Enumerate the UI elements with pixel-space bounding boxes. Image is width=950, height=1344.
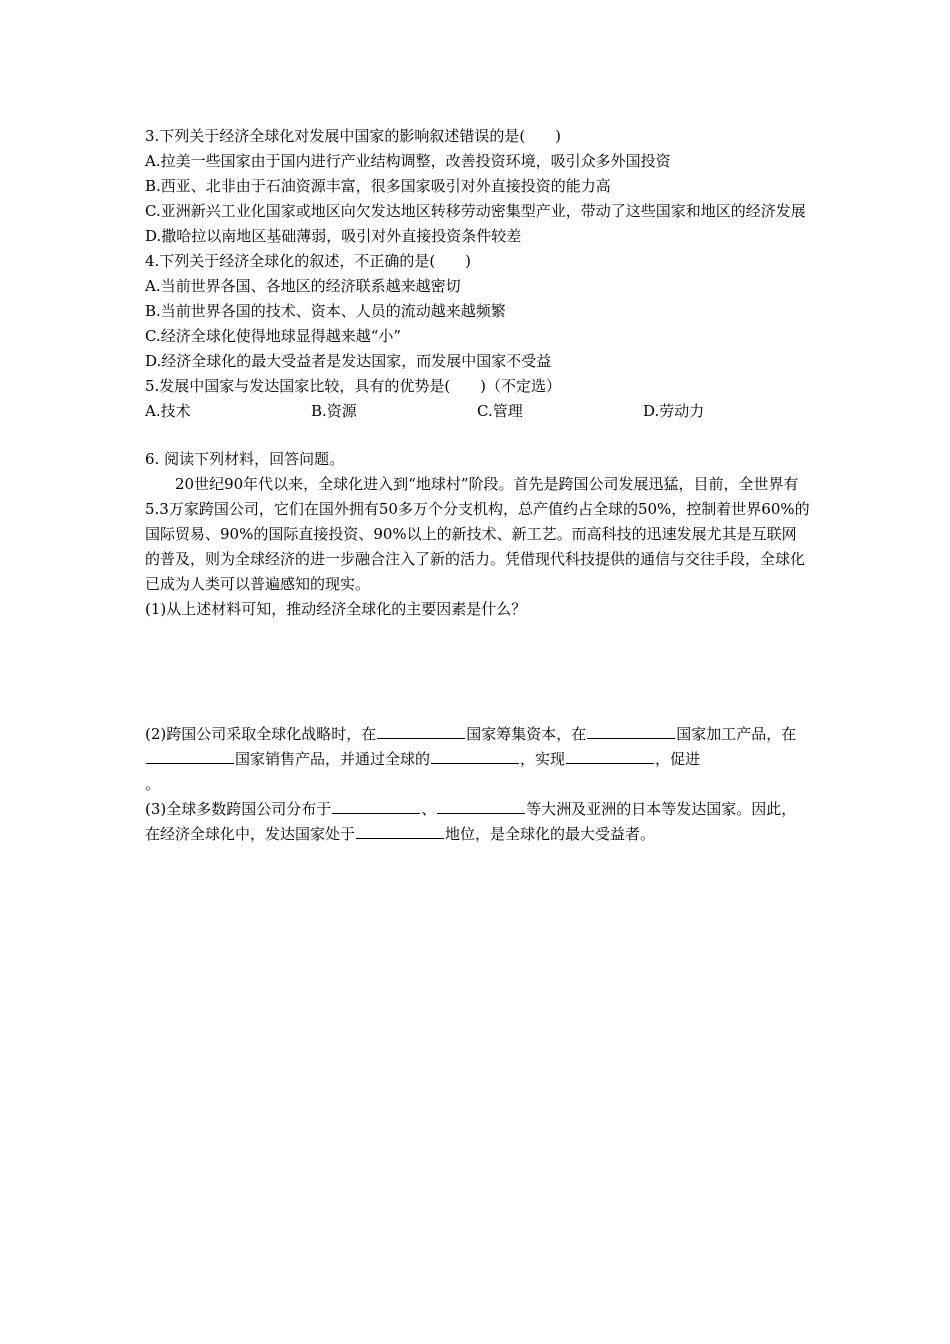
question-6-sub3: (3)全球多数跨国公司分布于 、 等大洲及亚洲的日本等发达国家。因此，在经济全球化中，发达国家处于 地位，是全球化的最大受益者。 [145, 797, 810, 847]
question-3-option-b: B.西亚、北非由于石油资源丰富，很多国家吸引对外直接投资的能力高 [145, 177, 611, 195]
question-5-option-a: A.技术 [145, 402, 191, 420]
blank-5[interactable] [566, 747, 654, 764]
question-5-option-b: B.资源 [311, 402, 357, 420]
blank-3[interactable] [146, 747, 234, 764]
question-6-sub1: (1)从上述材料可知，推动经济全球化的主要因素是什么？ [145, 600, 527, 618]
question-4-stem: 4.下列关于经济全球化的叙述，不正确的是( ) [145, 252, 472, 270]
question-3-option-a: A.拉美一些国家由于国内进行产业结构调整，改善投资环境，吸引众多外国投资 [145, 152, 671, 170]
question-5-option-d: D.劳动力 [643, 402, 705, 420]
question-3-stem: 3.下列关于经济全球化对发展中国家的影响叙述错误的是( ) [145, 127, 562, 145]
blank-1[interactable] [377, 722, 465, 739]
document-content [145, 124, 810, 847]
question-4-option-d: D.经济全球化的最大受益者是发达国家，而发展中国家不受益 [145, 352, 552, 370]
question-4-option-c: C.经济全球化使得地球显得越来越“小” [145, 327, 402, 345]
question-6-sub2: (2)跨国公司采取全球化战略时，在 国家筹集资本，在 国家加工产品，在国家销售产品，并通过全球的 ，实现 ，促进 。 [145, 722, 810, 797]
blank-6[interactable] [332, 797, 420, 814]
question-5-stem: 5.发展中国家与发达国家比较，具有的优势是( )（不定选） [145, 377, 562, 395]
question-6-stem: 6. 阅读下列材料，回答问题。 [145, 450, 345, 468]
question-4-option-b: B.当前世界各国的技术、资本、人员的流动越来越频繁 [145, 302, 506, 320]
question-3-option-c: C.亚洲新兴工业化国家或地区向欠发达地区转移劳动密集型产业，带动了这些国家和地区的经济发展 [145, 202, 806, 220]
spacer [145, 424, 810, 447]
question-5-options [145, 399, 810, 424]
blank-7[interactable] [437, 797, 525, 814]
answer-space[interactable] [145, 622, 810, 722]
question-3-option-d: D.撒哈拉以南地区基础薄弱，吸引对外直接投资条件较差 [145, 227, 522, 245]
blank-2[interactable] [587, 722, 675, 739]
question-5-option-c: C.管理 [477, 402, 523, 420]
blank-8[interactable] [356, 822, 444, 839]
question-4-option-a: A.当前世界各国、各地区的经济联系越来越密切 [145, 277, 461, 295]
blank-4[interactable] [431, 747, 519, 764]
question-6-material: 20世纪90年代以来，全球化进入到“地球村”阶段。首先是跨国公司发展迅猛，目前，全世界有5.3万家跨国公司，它们在国外拥有50多万个分支机构，总产值约占全球的50%，控制着世界60%的国际贸易、90%的国际直接投资、90%以上的新技术、新工艺。而高科技的迅速发展尤其是互联网的普及，则为全球经济的进一步融合注入了新的活力。凭借现代科技提供的通信与交往手段，全球化已成为人类可以普遍感知的现实。 [145, 475, 810, 593]
